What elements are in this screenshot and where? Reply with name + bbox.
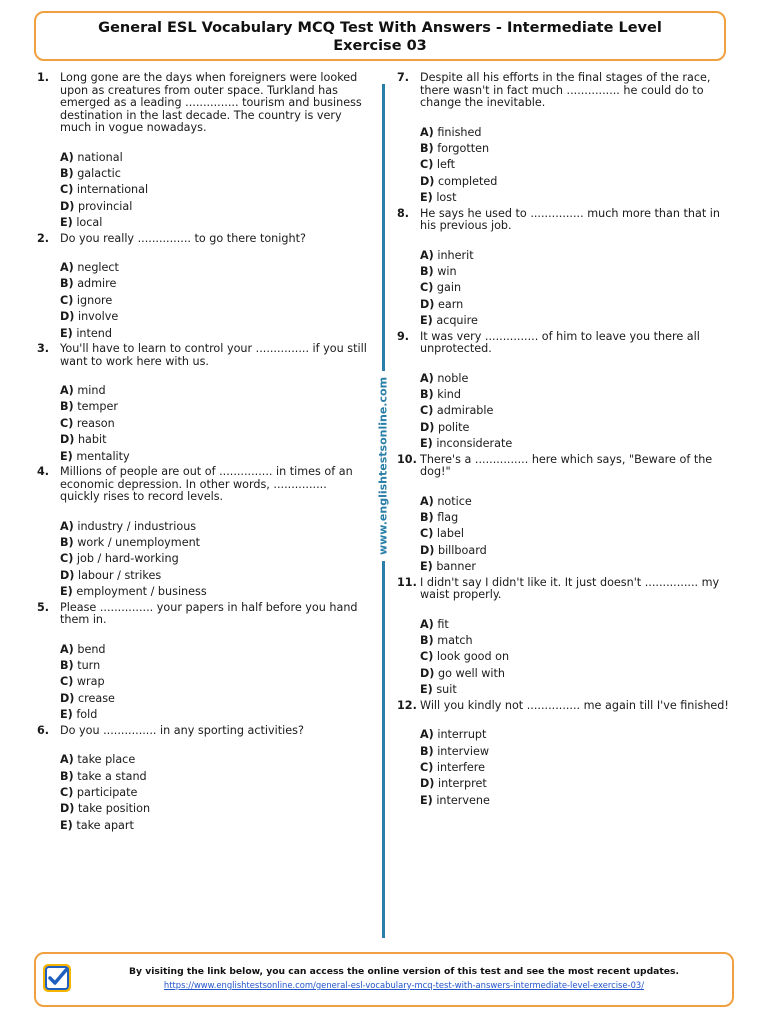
option-letter: E) (420, 683, 433, 697)
answer-option[interactable] (420, 633, 737, 649)
option-text: lost (436, 191, 457, 205)
answer-option[interactable] (60, 215, 367, 231)
option-letter: B) (60, 166, 74, 180)
option-letter: C) (420, 158, 434, 172)
question-number: 4. (37, 465, 50, 479)
page-subtitle: Exercise 03 (333, 38, 427, 54)
option-letter: D) (420, 420, 435, 434)
option-text: gain (436, 281, 462, 295)
option-letter: E) (420, 793, 433, 807)
answer-option[interactable] (60, 535, 367, 551)
answer-option[interactable] (420, 248, 737, 264)
answer-option[interactable] (420, 494, 737, 510)
answer-option[interactable] (60, 785, 367, 801)
footer-text: By visiting the link below, you can access the online version of this test and see the most recent updates. (129, 966, 679, 977)
option-text: ignore (76, 293, 113, 307)
answer-option[interactable] (420, 280, 737, 296)
answer-option[interactable] (60, 584, 367, 600)
question-number: 3. (37, 342, 50, 356)
option-letter: A) (420, 494, 434, 508)
option-letter: E) (420, 560, 433, 574)
option-text: intervene (436, 793, 490, 807)
site-watermark-label: www.englishtestsonline.com (373, 371, 394, 561)
option-letter: D) (60, 802, 75, 816)
option-letter: A) (420, 728, 434, 742)
answer-option[interactable] (420, 510, 737, 526)
option-text: billboard (437, 543, 487, 557)
option-letter: A) (60, 150, 74, 164)
option-text: finished (437, 125, 482, 139)
answer-option[interactable] (420, 436, 737, 452)
answer-options (420, 125, 737, 207)
option-letter: D) (420, 297, 435, 311)
question-number: 10. (397, 452, 417, 466)
option-text: interview (437, 744, 490, 758)
answer-option[interactable] (420, 371, 737, 387)
option-text: take apart (76, 818, 134, 832)
answer-option[interactable] (420, 760, 737, 776)
answer-option[interactable] (420, 141, 737, 157)
question-item (37, 725, 367, 836)
question-number: 2. (37, 231, 50, 245)
option-letter: A) (60, 642, 74, 656)
option-letter: A) (60, 261, 74, 275)
answer-option[interactable] (420, 157, 737, 173)
option-letter: C) (60, 785, 74, 799)
option-letter: A) (420, 617, 434, 631)
question-text: You'll have to learn to control your ............... if you still want to work here with us. (60, 342, 367, 368)
question-number: 5. (37, 600, 50, 614)
option-text: reason (76, 416, 115, 430)
option-letter: D) (420, 666, 435, 680)
option-letter: C) (60, 183, 74, 197)
question-text: It was very ............... of him to leave you there all unprotected. (420, 329, 700, 356)
question-number: 1. (37, 71, 50, 84)
question-number: 9. (397, 329, 410, 343)
option-letter: D) (420, 174, 435, 188)
option-text: mind (77, 384, 106, 398)
option-letter: B) (420, 744, 434, 758)
answer-option[interactable] (420, 559, 737, 575)
question-text: Do you really ............... to go there tonight? (60, 231, 306, 245)
answer-option[interactable] (60, 293, 367, 309)
answer-option[interactable] (420, 744, 737, 760)
option-text: fold (76, 708, 98, 722)
answer-option[interactable] (420, 313, 737, 329)
option-text: look good on (436, 650, 510, 664)
option-letter: E) (60, 818, 73, 832)
option-text: label (436, 527, 464, 541)
option-text: match (437, 634, 473, 648)
answer-option[interactable] (60, 707, 367, 723)
question-item (397, 577, 737, 700)
question-number: 12. (397, 698, 417, 712)
option-text: industry / industrious (77, 519, 197, 533)
option-text: turn (77, 659, 101, 673)
answer-option[interactable] (420, 125, 737, 141)
answer-option[interactable] (60, 326, 367, 342)
option-letter: E) (420, 437, 433, 451)
option-text: wrap (76, 675, 105, 689)
question-text: Despite all his efforts in the final stages of the race, there wasn't in fact much ............... he could do to change the inevitable. (420, 71, 711, 109)
option-letter: C) (60, 293, 74, 307)
option-text: national (77, 150, 123, 164)
answer-options (420, 248, 737, 330)
option-text: labour / strikes (77, 568, 162, 582)
option-text: interpret (437, 777, 487, 791)
answer-option[interactable] (60, 199, 367, 215)
questions-column-left (37, 72, 367, 835)
option-text: admirable (436, 404, 494, 418)
answer-option[interactable] (60, 182, 367, 198)
answer-options (60, 519, 367, 601)
option-text: win (437, 264, 457, 278)
option-letter: C) (420, 527, 434, 541)
answer-option[interactable] (60, 399, 367, 415)
option-text: kind (437, 387, 461, 401)
answer-options (60, 642, 367, 724)
question-item (397, 700, 737, 811)
option-letter: E) (60, 585, 73, 599)
option-text: take position (77, 802, 151, 816)
option-text: earn (437, 297, 464, 311)
answer-option[interactable] (420, 387, 737, 403)
answer-options (60, 752, 367, 834)
footer-link[interactable]: https://www.englishtestsonline.com/general-esl-vocabulary-mcq-test-with-answers-intermediate-level-exercise-03/ (163, 980, 645, 990)
option-letter: E) (60, 708, 73, 722)
option-letter: B) (60, 400, 74, 414)
option-text: fit (437, 617, 449, 631)
question-number: 11. (397, 575, 417, 589)
question-text: Long gone are the days when foreigners were looked upon as creatures from outer space. Turkland has emerged as a leading ............... tourism and business destination in the last decade. The country is very much in vogue nowadays. (60, 71, 362, 134)
option-letter: B) (60, 769, 74, 783)
answer-options (420, 727, 737, 809)
option-text: involve (77, 310, 119, 324)
question-item (397, 208, 737, 331)
answer-options (420, 617, 737, 699)
question-item (397, 72, 737, 208)
option-letter: E) (420, 191, 433, 205)
question-number: 6. (37, 723, 50, 737)
answer-option[interactable] (60, 568, 367, 584)
answer-option[interactable] (60, 674, 367, 690)
option-letter: C) (60, 416, 74, 430)
option-text: mentality (76, 449, 130, 463)
option-text: go well with (437, 666, 506, 680)
answer-option[interactable] (60, 309, 367, 325)
option-letter: A) (420, 248, 434, 262)
option-text: notice (437, 494, 472, 508)
answer-option[interactable] (420, 543, 737, 559)
option-letter: A) (420, 125, 434, 139)
option-text: take a stand (77, 769, 147, 783)
question-text: I didn't say I didn't like it. It just doesn't ............... my waist properly. (420, 575, 720, 602)
answer-option[interactable] (60, 166, 367, 182)
option-letter: C) (420, 650, 434, 664)
option-letter: B) (420, 387, 434, 401)
question-text: Do you ............... in any sporting activities? (60, 723, 304, 737)
answer-option[interactable] (420, 649, 737, 665)
answer-option[interactable] (420, 682, 737, 698)
page-title-box (34, 11, 726, 61)
question-item (37, 602, 367, 725)
question-number: 7. (397, 71, 410, 84)
option-text: participate (76, 785, 138, 799)
question-number: 8. (397, 206, 410, 220)
option-text: flag (437, 511, 459, 524)
option-letter: B) (60, 536, 74, 549)
option-text: international (76, 183, 149, 197)
answer-option[interactable] (420, 666, 737, 682)
option-text: polite (437, 420, 470, 434)
option-letter: D) (60, 568, 75, 582)
answer-option[interactable] (60, 691, 367, 707)
answer-options (60, 260, 367, 342)
option-letter: B) (60, 277, 74, 291)
option-text: crease (77, 691, 115, 705)
answer-option[interactable] (60, 260, 367, 276)
option-letter: D) (60, 691, 75, 705)
option-text: take place (77, 753, 136, 767)
option-text: work / unemployment (77, 536, 201, 549)
answer-option[interactable] (420, 617, 737, 633)
question-item (37, 466, 367, 602)
option-text: admire (77, 277, 117, 291)
answer-option[interactable] (60, 658, 367, 674)
answer-option[interactable] (420, 403, 737, 419)
answer-option[interactable] (60, 150, 367, 166)
question-text: There's a ............... here which says, "Beware of the dog!" (420, 452, 713, 479)
option-text: banner (436, 560, 476, 574)
option-text: noble (437, 371, 469, 385)
answer-option[interactable] (60, 752, 367, 768)
option-text: suit (436, 683, 457, 697)
question-text: Will you kindly not ............... me again till I've finished! (420, 698, 729, 712)
option-letter: B) (420, 264, 434, 278)
answer-option[interactable] (420, 174, 737, 190)
answer-option[interactable] (60, 432, 367, 448)
question-item (37, 343, 367, 466)
question-item (397, 331, 737, 454)
question-text: Millions of people are out of ............... in times of an economic depression. In other words, ............... quickly rises to record levels. (60, 465, 353, 504)
answer-option[interactable] (420, 776, 737, 792)
answer-option[interactable] (60, 383, 367, 399)
option-letter: E) (60, 216, 73, 230)
answer-option[interactable] (60, 642, 367, 658)
answer-option[interactable] (60, 801, 367, 817)
option-letter: D) (420, 777, 435, 791)
option-letter: D) (420, 543, 435, 557)
footer-box (34, 952, 734, 1007)
option-letter: D) (60, 310, 75, 324)
option-text: temper (77, 400, 118, 414)
questions-column-right (397, 72, 737, 810)
option-letter: D) (60, 433, 75, 447)
answer-option[interactable] (60, 519, 367, 535)
option-letter: C) (60, 552, 74, 566)
question-text: Please ............... your papers in half before you hand them in. (60, 600, 358, 627)
answer-option[interactable] (60, 276, 367, 292)
option-text: provincial (77, 199, 133, 213)
option-text: local (76, 216, 103, 230)
option-letter: E) (60, 326, 73, 340)
answer-options (420, 494, 737, 576)
question-text: He says he used to ............... much more than that in his previous job. (420, 206, 720, 233)
answer-option[interactable] (60, 449, 367, 465)
question-item (37, 233, 367, 344)
option-letter: A) (420, 371, 434, 385)
answer-options (60, 150, 367, 232)
option-letter: C) (420, 404, 434, 418)
question-item (37, 72, 367, 233)
option-letter: A) (60, 384, 74, 398)
page-title: General ESL Vocabulary MCQ Test With Answers - Intermediate Level (98, 20, 662, 36)
option-text: intend (76, 326, 112, 340)
option-letter: C) (420, 760, 434, 774)
answer-option[interactable] (420, 793, 737, 809)
option-letter: E) (60, 449, 73, 463)
option-letter: B) (60, 659, 74, 673)
answer-option[interactable] (420, 727, 737, 743)
answer-option[interactable] (60, 769, 367, 785)
answer-option[interactable] (420, 297, 737, 313)
option-text: forgotten (437, 141, 490, 155)
checkbox-logo-icon (42, 963, 72, 993)
option-letter: D) (60, 199, 75, 213)
answer-option[interactable] (420, 526, 737, 542)
question-item (397, 454, 737, 577)
option-text: habit (77, 433, 107, 447)
option-text: interrupt (437, 728, 487, 742)
answer-option[interactable] (420, 264, 737, 280)
option-letter: A) (60, 753, 74, 767)
answer-option[interactable] (60, 551, 367, 567)
option-text: completed (437, 174, 498, 188)
answer-option[interactable] (60, 818, 367, 834)
option-text: bend (77, 642, 106, 656)
option-text: interfere (436, 760, 486, 774)
option-letter: B) (420, 511, 434, 524)
option-text: acquire (436, 314, 478, 328)
option-text: inherit (437, 248, 474, 262)
option-text: employment / business (76, 585, 207, 599)
option-letter: B) (420, 141, 434, 155)
answer-options (60, 383, 367, 465)
option-text: galactic (77, 166, 121, 180)
option-letter: E) (420, 314, 433, 328)
option-text: left (436, 158, 456, 172)
answer-option[interactable] (60, 416, 367, 432)
option-text: neglect (77, 261, 119, 275)
option-letter: C) (420, 281, 434, 295)
option-text: job / hard-working (76, 552, 179, 566)
option-letter: A) (60, 519, 74, 533)
option-letter: B) (420, 634, 434, 648)
answer-option[interactable] (420, 420, 737, 436)
option-letter: C) (60, 675, 74, 689)
option-text: inconsiderate (436, 437, 513, 451)
answer-option[interactable] (420, 190, 737, 206)
answer-options (420, 371, 737, 453)
